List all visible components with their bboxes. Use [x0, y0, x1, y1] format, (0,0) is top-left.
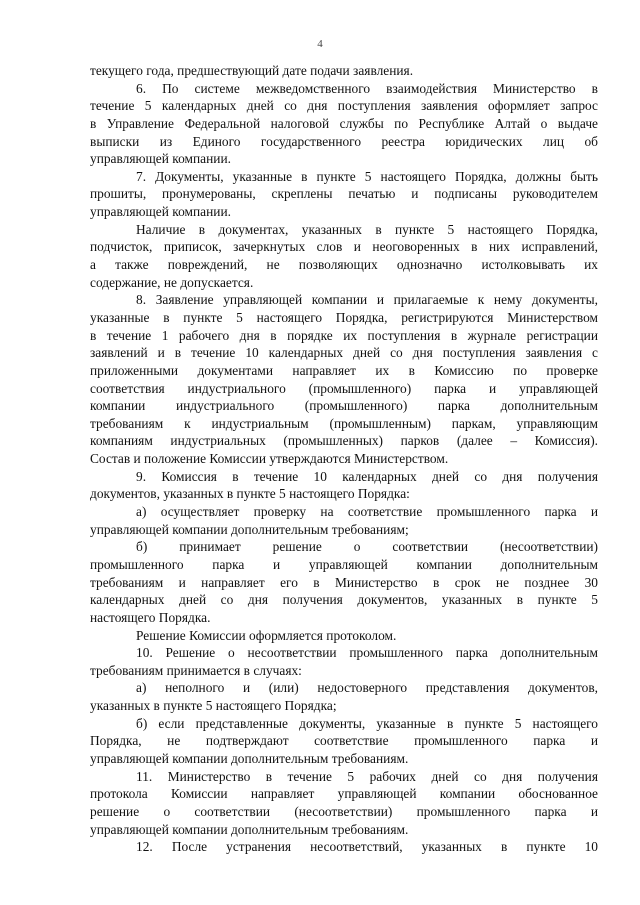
text-line: течение 5 календарных дней со дня поступления заявления оформляет запрос	[90, 98, 598, 114]
text-line: промышленного парка и управляющей компании дополнительным	[90, 556, 598, 572]
text-line: управляющей компании дополнительным требованиям;	[90, 521, 409, 537]
text-line: указанных в пункте 5 настоящего Порядка;	[90, 698, 337, 714]
text-line: управляющей компании.	[90, 151, 231, 167]
text-line: Наличие в документах, указанных в пункте 5 настоящего Порядка,	[136, 221, 598, 237]
text-line: текущего года, предшествующий дате подачи заявления.	[90, 63, 414, 78]
text-line: управляющей компании.	[90, 204, 231, 220]
text-line: а) неполного и (или) недостоверного представления документов,	[136, 680, 598, 696]
text-line: 12. После устранения несоответствий, указанных в пункте 10	[136, 839, 598, 855]
page-number: 4	[317, 38, 323, 50]
text-line: в Управление Федеральной налоговой службы по Республике Алтай о выдаче	[90, 115, 598, 131]
text-line: управляющей компании дополнительным требованиям.	[90, 750, 409, 766]
text-line: Решение Комиссии оформляется протоколом.	[136, 627, 397, 643]
text-line: приложенными документами направляет их в Комиссию по проверке	[90, 362, 598, 378]
text-line: Порядка, не подтверждают соответствие промышленного парка и	[90, 733, 598, 749]
text-line: заявлений и в течение 10 календарных дней со дня поступления заявления с	[90, 345, 598, 361]
text-line: б) если представленные документы, указанные в пункте 5 настоящего	[136, 715, 598, 731]
text-line: 6. По системе межведомственного взаимодействия Министерство в	[136, 80, 598, 96]
text-line: указанные в пункте 5 настоящего Порядка, регистрируются Министерством	[90, 309, 598, 325]
text-line: выписки из Единого государственного реестра юридических лиц об	[90, 133, 598, 149]
text-line: требованиям и направляет его в Министерство в срок не позднее 30	[90, 574, 598, 590]
text-line: 10. Решение о несоответствии промышленного парка дополнительным	[136, 645, 598, 661]
text-line: протокола Комиссии направляет управляющей компании обоснованное	[90, 786, 598, 802]
text-line: настоящего Порядка.	[90, 609, 211, 625]
text-line: подчисток, приписок, зачеркнутых слов и неоговоренных в них исправлений,	[90, 239, 598, 255]
text-line: а) осуществляет проверку на соответствие промышленного парка и	[136, 504, 598, 520]
text-line: в течение 1 рабочего дня в порядке их поступления в журнале регистрации	[90, 327, 598, 343]
text-line: 11. Министерство в течение 5 рабочих дней со дня получения	[136, 768, 598, 784]
text-line: календарных дней со дня получения документов, указанных в пункте 5	[90, 592, 598, 608]
text-line: 9. Комиссия в течение 10 календарных дней со дня получения	[136, 468, 598, 484]
text-line: содержание, не допускается.	[90, 274, 254, 290]
text-line: 7. Документы, указанные в пункте 5 настоящего Порядка, должны быть	[136, 168, 598, 184]
text-line: 8. Заявление управляющей компании и прилагаемые к нему документы,	[136, 292, 598, 308]
text-line: компании индустриального (промышленного) парка дополнительным	[90, 398, 598, 414]
text-line: документов, указанных в пункте 5 настоящего Порядка:	[90, 486, 410, 502]
text-line: требованиям к индустриальным (промышленным) паркам, управляющим	[90, 415, 598, 431]
text-line: прошиты, пронумерованы, скреплены печатью и подписаны руководителем	[90, 186, 598, 202]
text-line: б) принимает решение о соответствии (несоответствии)	[136, 539, 598, 555]
text-line: а также повреждений, не позволяющих однозначно истолковывать их	[90, 257, 598, 273]
text-line: соответствия индустриального (промышленного) парка и управляющей	[90, 380, 598, 396]
text-line: управляющей компании дополнительным требованиям.	[90, 821, 409, 837]
text-line: требованиям принимается в случаях:	[90, 662, 302, 678]
document-body	[90, 62, 598, 856]
text-line: Состав и положение Комиссии утверждаются Министерством.	[90, 451, 449, 467]
text-line: решение о соответствии (несоответствии) промышленного парка и	[90, 803, 598, 819]
text-line: компаниям индустриальных (промышленных) парков (далее – Комиссия).	[90, 433, 598, 449]
